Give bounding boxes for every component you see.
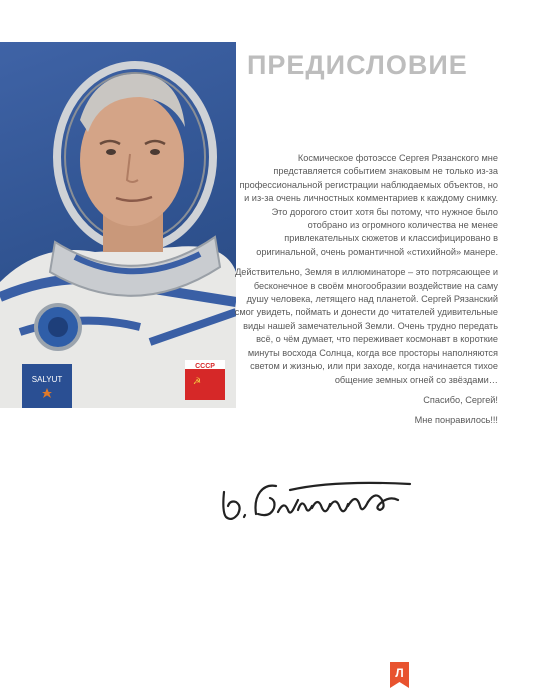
logo-letter: Л (395, 666, 404, 680)
patch-text: SALYUT (31, 375, 63, 384)
svg-text:☭: ☭ (193, 377, 202, 387)
preface-text (232, 152, 498, 435)
publisher-logo (390, 662, 409, 688)
cosmonaut-portrait-photo (0, 42, 236, 408)
paragraph-1: Космическое фотоэссе Сергея Рязанского мне представляется событием знаковым не только из-за профессиональной регистрации наблюдаемых объектов, но и из-за очень личностных комментариев к каждому снимку. Это дорогого стоит хотя бы потому, что нужное было отобрано из огромного количества не менее привлекательных сюжетов и классифицировано в оригинальной, очень романтичной «стихийной» манере. (239, 153, 498, 257)
paragraph-2: Действительно, Земля в иллюминаторе – это потрясающее и бесконечное в своём многообразии воздействие на саму душу человека, летящего над планетой. Сергей Рязанский смог увидеть, поймать и донести до читателей удивительные виды нашей замечательной Земли. Очень трудно передать всё, о чём думает, что переживает космонавт в короткие минуты восхода Солнца, когда все просторы наполняются светом и жизнью, или при заходе, когда начинается тихое общение земных огней со звёздами… (234, 267, 498, 385)
page-title: ПРЕДИСЛОВИЕ (247, 50, 468, 80)
svg-text:СССР: СССР (195, 363, 215, 370)
paragraph-3: Спасибо, Сергей! (423, 394, 498, 405)
handwritten-signature (214, 462, 414, 524)
paragraph-4: Мне понравилось!!! (414, 415, 498, 426)
